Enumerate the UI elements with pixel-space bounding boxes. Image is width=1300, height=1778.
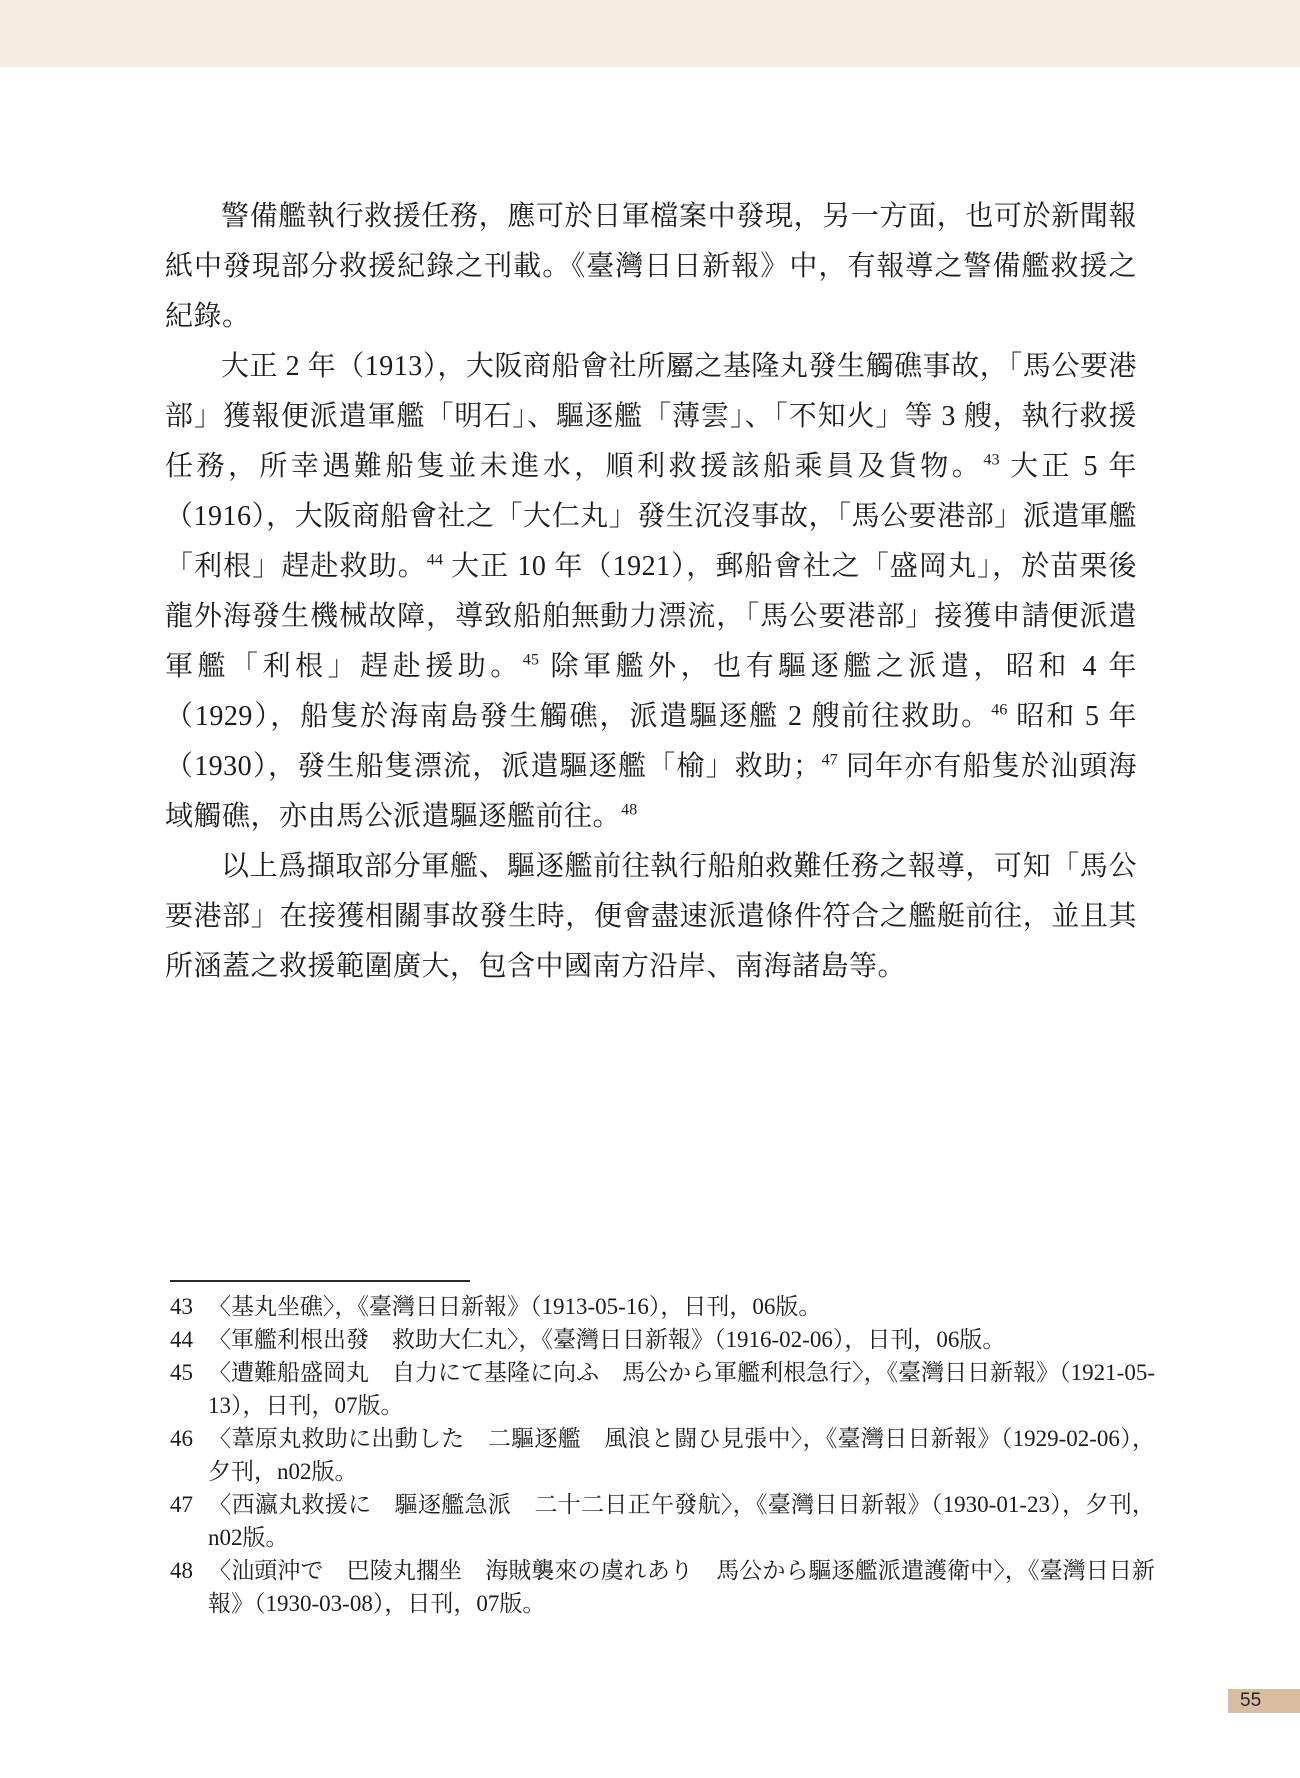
paragraph-text: 除軍艦外，也有驅逐艦之派遣，昭和 4 年（1929），船隻於海南島發生觸礁，派遣驅逐艦 2 艘前往救助。 — [165, 651, 1137, 732]
footnote-reference: 48 — [621, 800, 638, 819]
footnote-reference: 46 — [991, 700, 1008, 719]
paragraph-text: 大正 10 年（1921），郵船會社之「盛岡丸」，於苗栗後龍外海發生機械故障，導致船舶無動力漂流，「馬公要港部」接獲申請便派遣軍艦「利根」趕赴援助。 — [165, 551, 1137, 682]
footnote-item — [170, 1422, 1155, 1488]
footnote-reference: 43 — [983, 450, 1000, 469]
paragraph-text: 大正 5 年（1916），大阪商船會社之「大仁丸」發生沉沒事故，「馬公要港部」派遣軍艦「利根」趕赴救助。 — [165, 451, 1137, 582]
footnote-text: 〈軍艦利根出發 救助大仁丸〉，《臺灣日日新報》（1916-02-06），日刊，06版。 — [208, 1327, 1006, 1352]
footnote-item — [170, 1323, 1155, 1356]
footnote-number: 48 — [170, 1558, 193, 1583]
footnote-number: 46 — [170, 1426, 193, 1451]
body-paragraphs — [165, 192, 1137, 992]
footnote-reference: 47 — [821, 750, 838, 769]
paragraph-text: 以上爲擷取部分軍艦、驅逐艦前往執行船舶救難任務之報導，可知「馬公要港部」在接獲相關事故發生時，便會盡速派遣條件符合之艦艇前往，並且其所涵蓋之救援範圍廣大，包含中國南方沿岸、南海諸島等。 — [165, 851, 1137, 982]
page-top-border — [0, 0, 1300, 67]
footnote-item — [170, 1554, 1155, 1620]
footnote-number: 43 — [170, 1294, 193, 1319]
paragraph — [165, 842, 1137, 992]
paragraph — [165, 342, 1137, 842]
page-number: 55 — [1228, 1689, 1300, 1713]
footnote-item — [170, 1290, 1155, 1323]
paragraph-text: 大正 2 年（1913），大阪商船會社所屬之基隆丸發生觸礁事故，「馬公要港部」獲報便派遣軍艦「明石」、驅逐艦「薄雲」、「不知火」等 3 艘，執行救援任務，所幸遇難船隻並未進水，順利救援該船乘員及貨物。 — [165, 351, 1137, 482]
footnote-item — [170, 1488, 1155, 1554]
paragraph-text: 同年亦有船隻於汕頭海域觸礁，亦由馬公派遣驅逐艦前往。 — [165, 751, 1137, 832]
footnote-list — [170, 1290, 1155, 1620]
footnote-reference: 45 — [522, 650, 540, 669]
footnote-text: 〈汕頭沖で 巴陵丸擱坐 海賊襲來の虞れあり 馬公から驅逐艦派遣護衛中〉，《臺灣日日新報》（1930-03-08），日刊，07版。 — [208, 1558, 1155, 1616]
footnote-text: 〈基丸坐礁〉，《臺灣日日新報》（1913-05-16），日刊，06版。 — [208, 1294, 822, 1319]
footnote-reference: 44 — [426, 550, 443, 569]
footnote-number: 47 — [170, 1492, 193, 1517]
paragraph — [165, 192, 1137, 342]
footnote-separator — [170, 1280, 470, 1282]
footnote-text: 〈遭難船盛岡丸 自力にて基隆に向ふ 馬公から軍艦利根急行〉，《臺灣日日新報》（1921-05-13），日刊，07版。 — [208, 1360, 1155, 1418]
footnote-text: 〈葦原丸救助に出動した 二驅逐艦 風浪と闘ひ見張中〉，《臺灣日日新報》（1929-02-06），夕刊，n02版。 — [208, 1426, 1155, 1484]
footnote-item — [170, 1356, 1155, 1422]
footnote-number: 45 — [170, 1360, 193, 1385]
footnote-text: 〈西瀛丸救援に 驅逐艦急派 二十二日正午發航〉，《臺灣日日新報》（1930-01-23），夕刊，n02版。 — [208, 1492, 1155, 1550]
paragraph-text: 昭和 5 年（1930），發生船隻漂流，派遣驅逐艦「榆」救助； — [165, 701, 1137, 782]
paragraph-text: 警備艦執行救援任務，應可於日軍檔案中發現，另一方面，也可於新聞報紙中發現部分救援紀錄之刊載。《臺灣日日新報》中，有報導之警備艦救援之紀錄。 — [165, 201, 1137, 332]
footnote-number: 44 — [170, 1327, 193, 1352]
